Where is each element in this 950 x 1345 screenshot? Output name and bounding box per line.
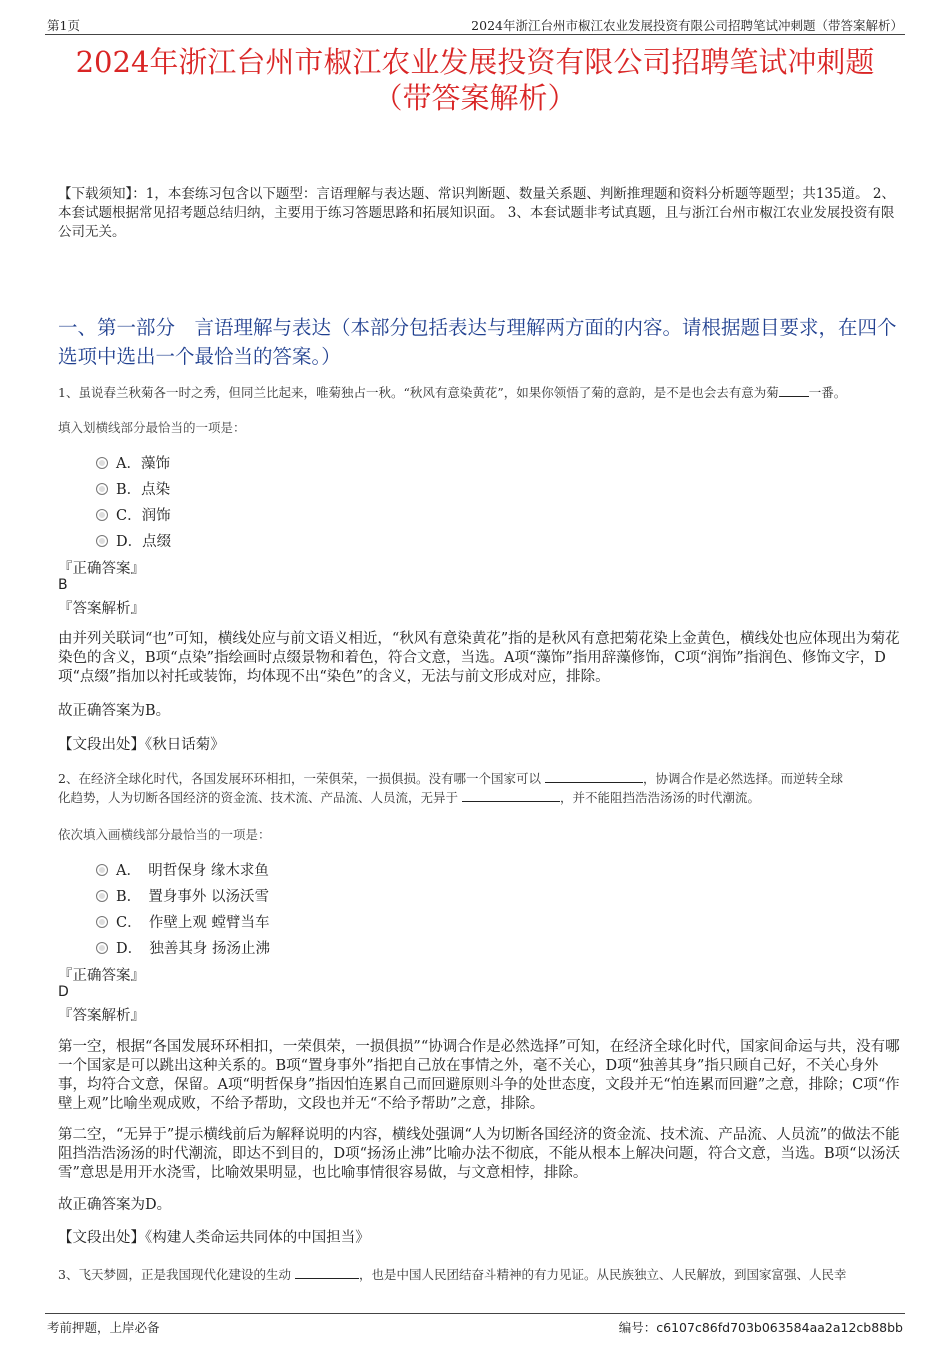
q2-option-c-label: C． 作壁上观 螳臂当车 — [116, 915, 270, 931]
q2-prompt: 依次填入画横线部分最恰当的一项是： — [58, 827, 271, 842]
page-footer — [45, 1313, 905, 1336]
q2-option-d-label: D． 独善其身 扬汤止沸 — [116, 941, 270, 957]
q2-source: 【文段出处】《构建人类命运共同体的中国担当》 — [58, 1230, 370, 1246]
q2-stem — [58, 769, 900, 807]
q1-option-c[interactable] — [96, 504, 171, 525]
title-line-2: （带答案解析） — [373, 81, 577, 115]
footer-code-label: 编号： — [618, 1320, 657, 1335]
q2-conclusion: 故正确答案为D。 — [58, 1197, 172, 1213]
q2-analysis-1: 第一空，根据“各国发展环环相扣，一荣俱荣，一损俱损”“协调合作是必然选择”可知，在经济全球化时代，国家间命运与共，没有哪一个国家是可以跳出这种关系的。B项“置身事外”指把自己放在事情之外，毫不关心，D项“独善其身”指只顾自己好，不关心身外事，均符合文意，保留。A项“明哲保身”指因怕连累自己而回避原则斗争的处世态度，文段并无“怕连累而回避”之意，排除；C项“作壁上观”比喻坐观成败，不给予帮助，文段也并无“不给予帮助”之意，排除。 — [58, 1039, 900, 1112]
q2-option-d[interactable] — [96, 937, 270, 958]
q1-answer: B — [58, 577, 68, 593]
q1-option-b-label: B．点染 — [116, 482, 171, 498]
q1-stem-part-b: 一番。 — [808, 385, 847, 400]
document-title — [40, 44, 910, 116]
q1-analysis: 由并列关联词“也”可知，横线处应与前文语义相近，“秋风有意染黄花”指的是秋风有意把菊花染上金黄色，横线处也应体现出为菊花染色的含义，B项“点染”指绘画时点缀景物和着色，符合文意，当选。A项“藻饰”指用辞藻修饰，C项“润饰”指润色、修饰文字，D项“点缀”指加以衬托或装饰，均体现不出“染色”的含义，无法与前文形成对应，排除。 — [58, 631, 900, 685]
q2-option-a[interactable] — [96, 859, 269, 880]
radio-icon[interactable] — [96, 864, 108, 876]
q1-correct-label: 『正确答案』 — [58, 561, 145, 577]
q1-source: 【文段出处】《秋日话菊》 — [58, 737, 225, 753]
q2-correct-label: 『正确答案』 — [58, 968, 145, 984]
q1-analysis-label: 『答案解析』 — [58, 601, 145, 617]
radio-icon[interactable] — [96, 942, 108, 954]
q3-blank — [295, 1278, 359, 1279]
q1-option-d[interactable] — [96, 530, 171, 551]
q1-option-b[interactable] — [96, 478, 170, 499]
q2-analysis-label: 『答案解析』 — [58, 1008, 145, 1024]
download-notice: 【下载须知】：1，本套练习包含以下题型：言语理解与表达题、常识判断题、数量关系题、判断推理题和资料分析题等题型；共135道。 2、本套试题根据常见招考题总结归纳，主要用于练习答题思路和拓展知识面。 3、本套试题非考试真题，且与浙江台州市椒江农业发展投资有限公司无关。 — [58, 186, 895, 240]
q2-option-b[interactable] — [96, 885, 269, 906]
radio-icon[interactable] — [96, 535, 108, 547]
q3-stem — [58, 1265, 900, 1284]
q3-stem-part-a: 3、飞天梦圆，正是我国现代化建设的生动 — [58, 1267, 291, 1282]
title-line-1: 2024年浙江台州市椒江农业发展投资有限公司招聘笔试冲刺题 — [75, 45, 875, 79]
q2-option-a-label: A． 明哲保身 缘木求鱼 — [116, 863, 269, 879]
q2-analysis-2: 第二空，“无异于”提示横线前后为解释说明的内容，横线处强调“人为切断各国经济的资金流、技术流、产品流、人员流”的做法不能阻挡浩浩汤汤的时代潮流，即达不到目的，D项“扬汤止沸”比喻办法不彻底，不能从根本上解决问题，符合文意，当选。B项“以汤沃雪”意思是用开水浇雪，比喻效果明显，也比喻事情很容易做，与文意相悖，排除。 — [58, 1127, 901, 1181]
q1-option-c-label: C．润饰 — [116, 508, 171, 524]
q1-option-a-label: A．藻饰 — [116, 456, 170, 472]
footer-code-value: c6107c86fd703b063584aa2a12cb88bb — [656, 1320, 903, 1335]
q1-prompt: 填入划横线部分最恰当的一项是： — [58, 420, 246, 435]
header-doc-title: 2024年浙江台州市椒江农业发展投资有限公司招聘笔试冲刺题（带答案解析） — [471, 18, 903, 33]
q2-blank-2 — [462, 801, 560, 802]
q3-stem-part-b: ，也是中国人民团结奋斗精神的有力见证。从民族独立、人民解放，到国家富强、人民幸 — [358, 1267, 847, 1282]
q1-stem-part-a: 1、虽说春兰秋菊各一时之秀，但同兰比起来，唯菊独占一秋。“秋风有意染黄花”，如果你领悟了菊的意韵，是不是也会去有意为菊 — [58, 385, 779, 400]
q1-blank — [779, 396, 809, 397]
q2-answer: D — [58, 984, 69, 1000]
radio-icon[interactable] — [96, 509, 108, 521]
q1-conclusion: 故正确答案为B。 — [58, 703, 171, 719]
q2-stem-part-c: 化趋势，人为切断各国经济的资金流、技术流、产品流、人员流，无异于 — [58, 790, 459, 805]
q2-stem-part-d: ，并不能阻挡浩浩汤汤的时代潮流。 — [560, 790, 761, 805]
q1-option-d-label: D．点缀 — [116, 534, 172, 550]
q2-stem-part-b: ，协调合作是必然选择。而逆转全球 — [642, 771, 843, 786]
footer-slogan: 考前押题，上岸必备 — [47, 1320, 160, 1335]
page-header — [45, 14, 905, 35]
radio-icon[interactable] — [96, 483, 108, 495]
footer-code — [619, 1318, 903, 1336]
q2-stem-part-a: 2、在经济全球化时代，各国发展环环相扣，一荣俱荣，一损俱损。没有哪一个国家可以 — [58, 771, 541, 786]
q2-option-c[interactable] — [96, 911, 269, 932]
radio-icon[interactable] — [96, 457, 108, 469]
radio-icon[interactable] — [96, 916, 108, 928]
section-heading: 一、第一部分 言语理解与表达（本部分包括表达与理解两方面的内容。请根据题目要求，在四个选项中选出一个最恰当的答案。） — [58, 316, 897, 368]
q2-option-b-label: B． 置身事外 以汤沃雪 — [116, 889, 270, 905]
q2-blank-1 — [545, 782, 643, 783]
q1-stem — [58, 383, 900, 402]
q1-option-a[interactable] — [96, 452, 170, 473]
page-number: 第1页 — [47, 18, 80, 33]
radio-icon[interactable] — [96, 890, 108, 902]
